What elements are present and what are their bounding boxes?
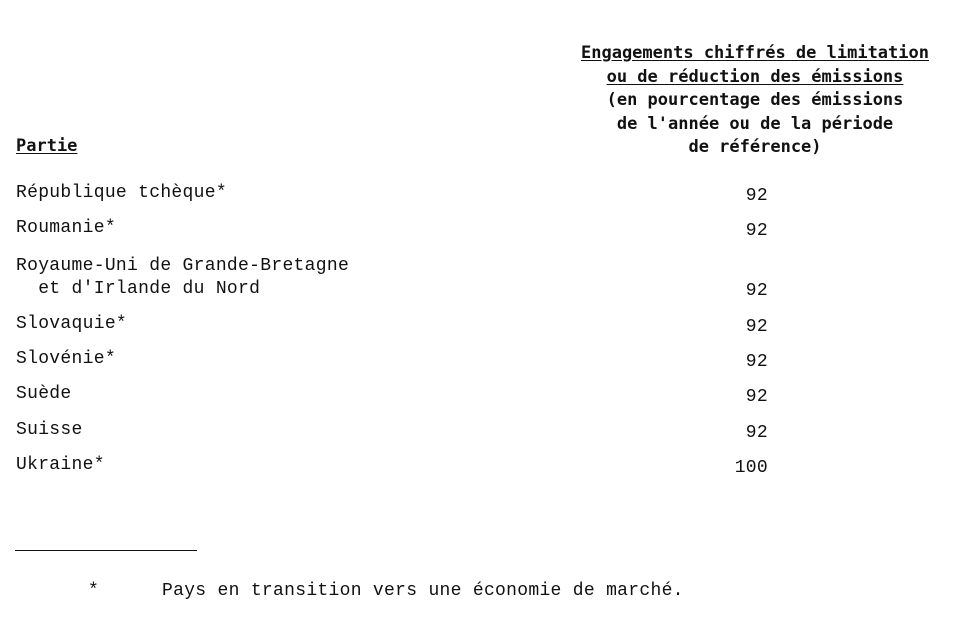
column-subtitle-line-1: (en pourcentage des émissions	[606, 90, 904, 110]
column-title-line-1: Engagements chiffrés de limitation	[581, 43, 929, 63]
party-name: Roumanie*	[16, 218, 116, 238]
commitment-value: 92	[745, 423, 768, 443]
table-row	[0, 348, 980, 372]
footnote-marker: *	[88, 581, 100, 601]
commitment-value: 92	[745, 186, 768, 206]
table-row	[0, 255, 980, 303]
party-name: Suisse	[16, 420, 83, 440]
party-name: Slovaquie*	[16, 314, 128, 334]
commitment-value: 92	[745, 221, 768, 241]
table-row	[0, 454, 980, 478]
table-row	[0, 419, 980, 443]
commitment-value: 92	[745, 352, 768, 372]
party-name: Suède	[16, 384, 72, 404]
table-row	[0, 313, 980, 337]
party-name-line-2: et d'Irlande du Nord	[16, 279, 261, 299]
footnote-divider	[15, 550, 197, 551]
column-subtitle-line-2: de l'année ou de la période	[616, 113, 894, 134]
table-row	[0, 217, 980, 241]
commitment-value: 92	[745, 281, 768, 301]
commitment-value: 92	[745, 317, 768, 337]
party-name: Ukraine*	[16, 455, 105, 475]
party-name: République tchèque*	[16, 183, 227, 203]
commitment-value: 92	[745, 387, 768, 407]
party-name-line-1: Royaume-Uni de Grande-Bretagne	[16, 256, 350, 276]
footnote-text: Pays en transition vers une économie de marché.	[162, 581, 684, 601]
column-title-line-2: ou de réduction des émissions	[606, 66, 904, 87]
table-row	[0, 182, 980, 206]
table-row	[0, 383, 980, 407]
commitment-column-header	[540, 42, 970, 160]
commitment-value: 100	[734, 458, 768, 478]
party-name: Slovénie*	[16, 349, 116, 369]
party-column-header: Partie	[16, 136, 78, 156]
column-subtitle-line-3: de référence)	[688, 137, 822, 157]
